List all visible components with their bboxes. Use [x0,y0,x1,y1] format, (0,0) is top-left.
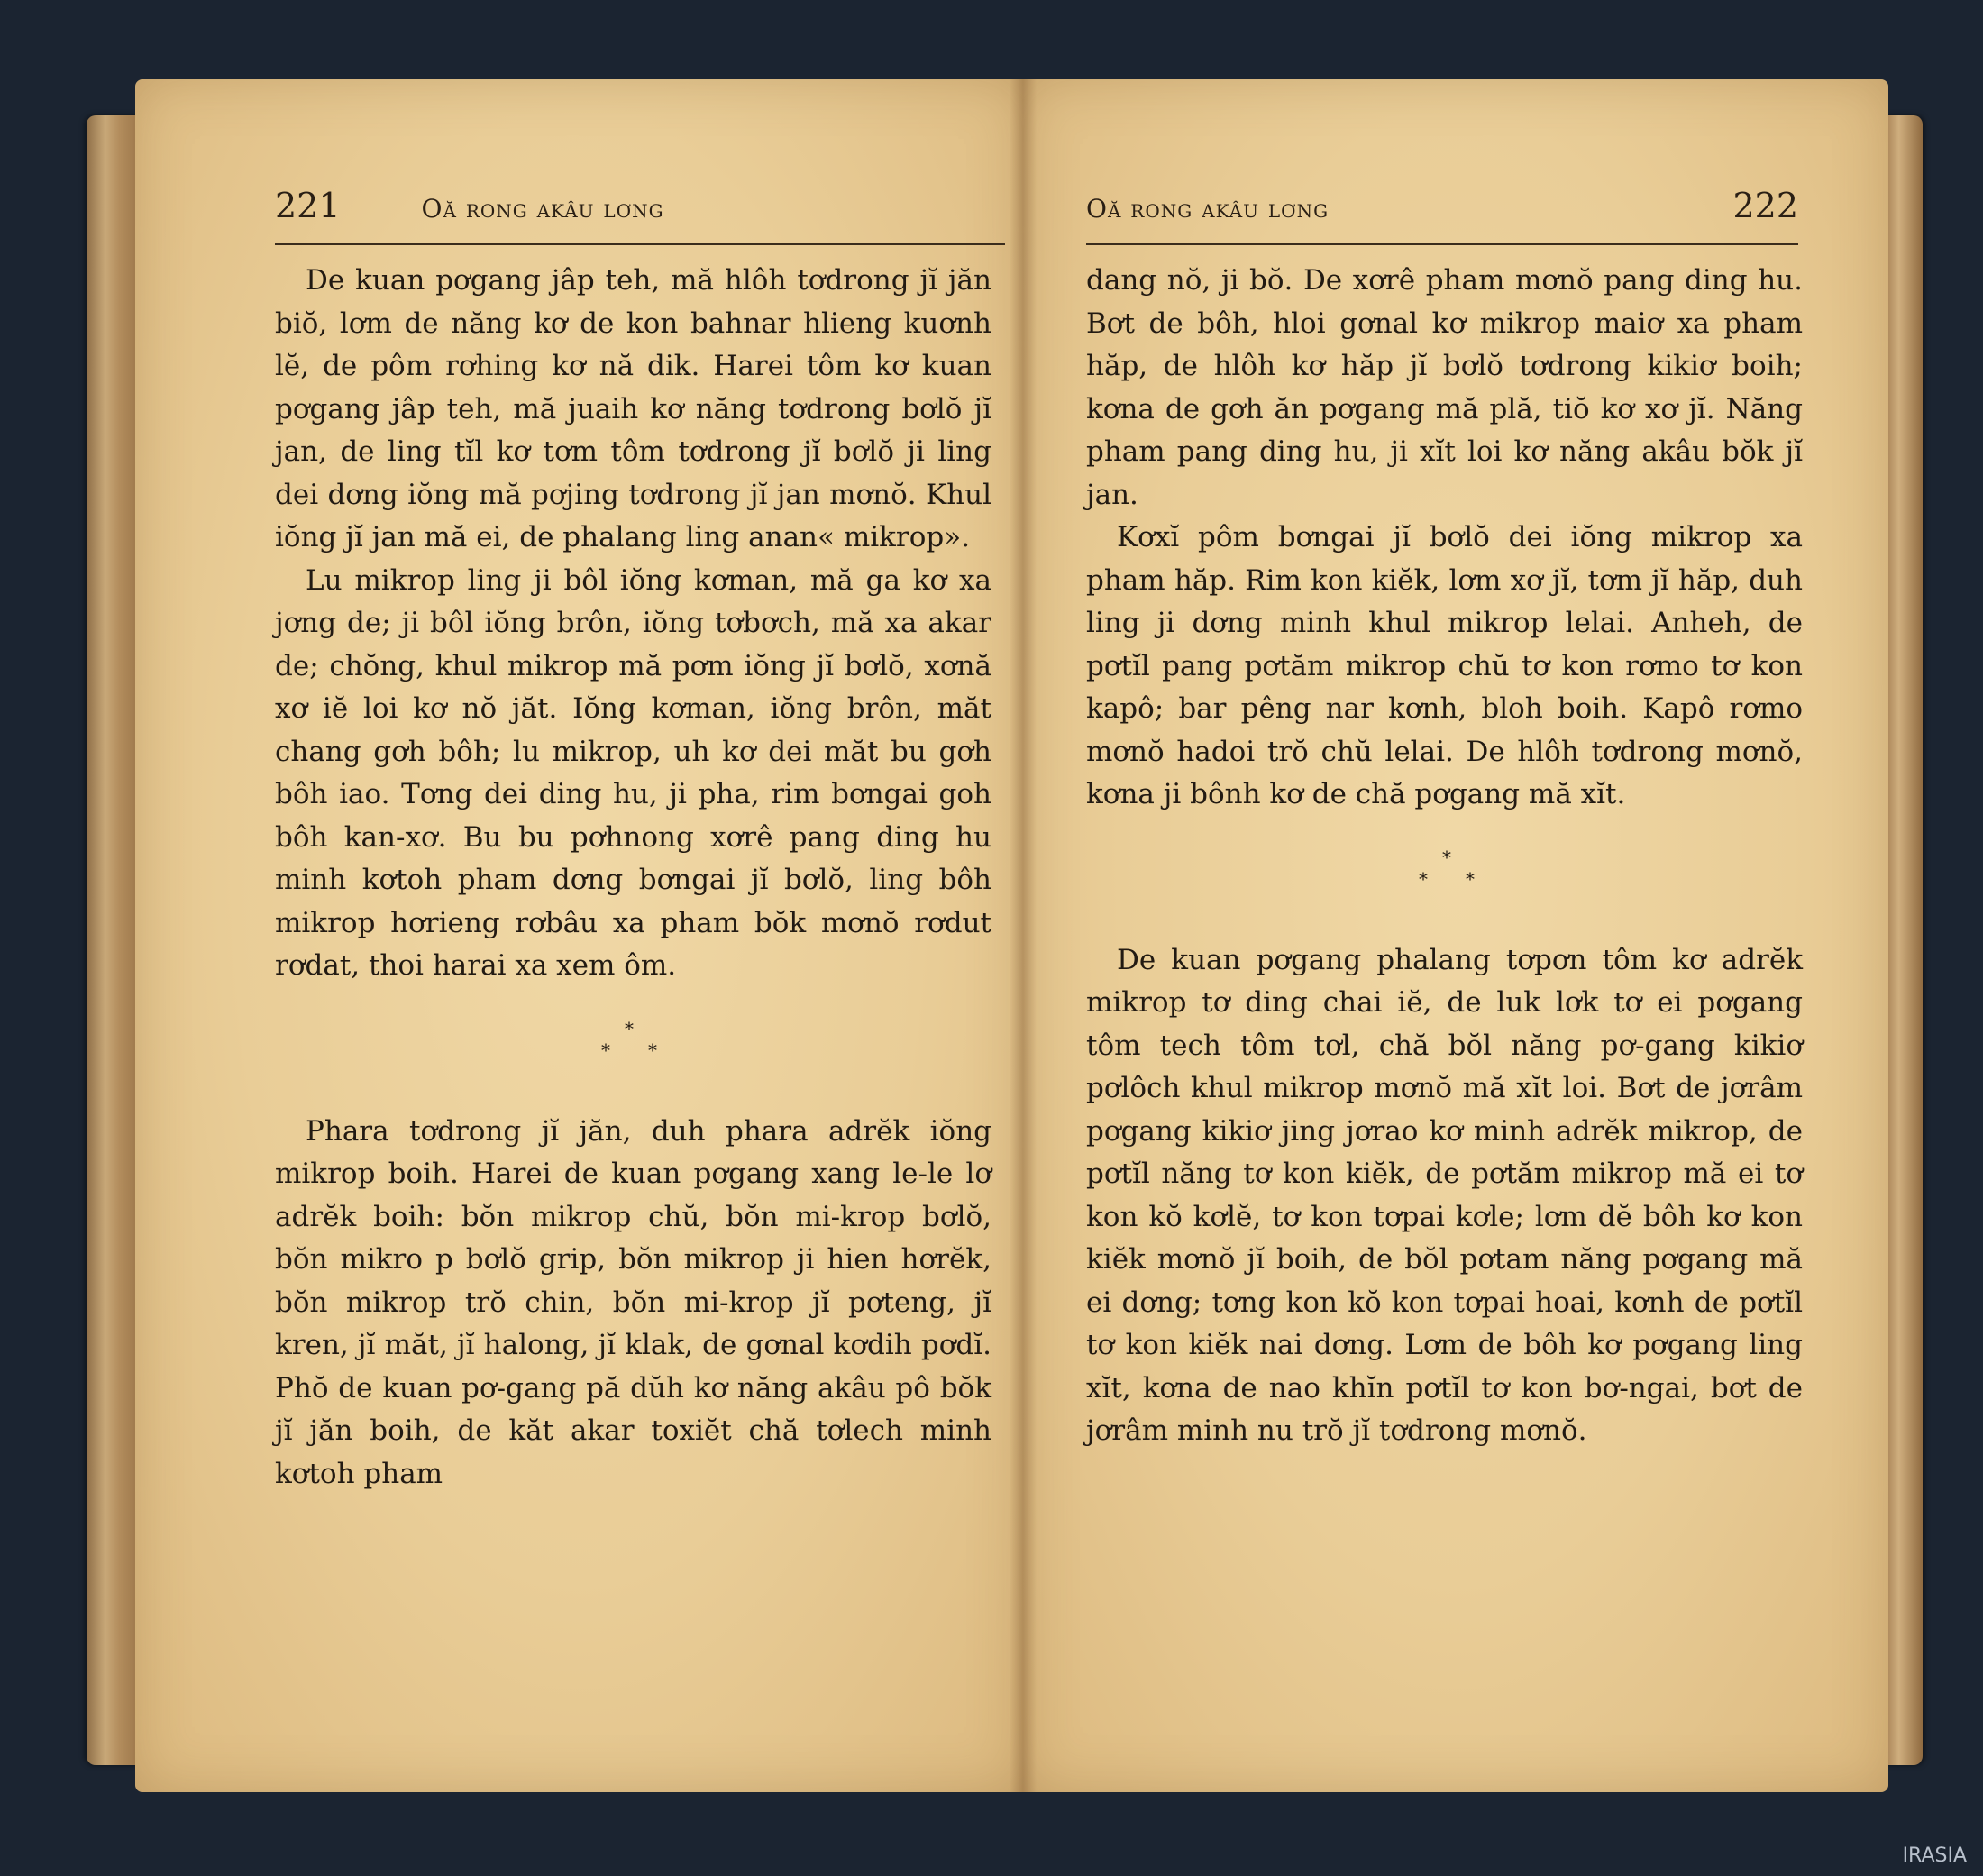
page-number-right: 222 [1732,186,1798,225]
paragraph: dang nŏ, ji bŏ. De xơrê pham mơnŏ pang ding hu. Bơt de bôh, hloi gơnal kơ mikrop maiơ xa pham hăp, de hlôh kơ hăp jĭ bơlŏ tơdrong kikiơ boih; kơna de gơh ăn pơgang mă plă, tiŏ kơ xơ jĭ. Năng pham pang ding hu, ji xĭt loi kơ năng akâu bŏk jĭ jan. [1086,264,1803,511]
left-page [135,79,1023,1792]
right-page [1023,79,1888,1792]
paragraph: De kuan pơgang phalang tơpơn tôm kơ adrĕk mikrop tơ ding chai iĕ, de luk lơk tơ ei pơgang tôm tech tôm tơl, chă bŏl năng pơ-gang kikiơ pơlôch khul mikrop mơnŏ mă xĭt loi. Bơt de jơrâm pơgang kikiơ jing jơrao kơ minh adrĕk mikrop, de pơtĭl năng tơ kon kiĕk, de pơtăm mikrop mă ei tơ kon kŏ kơlĕ, tơ kon tơpai kơle; lơm dĕ bôh kơ kon kiĕk mơnŏ jĭ boih, de bŏl pơtam năng pơgang mă ei dơng; tơng kon kŏ kon tơpai hoai, kơnh de pơtĭl tơ kon kiĕk nai dơng. Lơm de bôh kơ pơgang ling xĭt, kơna de nao khĭn pơtĭl tơ kon bơ-ngai, bơt de jơrâm minh nu trŏ jĭ tơdrong mơnŏ. [1086,943,1803,1447]
asterisk-mark: * [1419,867,1428,890]
asterisk-mark: * [648,1039,657,1061]
right-page-header [1086,186,1798,240]
running-head-right: Oă rong akâu lơng [1086,194,1330,224]
right-page-edges [1883,115,1923,1765]
section-break-ornament [275,995,992,1103]
section-break-ornament [1086,824,1803,932]
book-spine [1010,79,1037,1792]
header-rule-right [1086,243,1798,245]
paragraph: Lu mikrop ling ji bôl iŏng kơman, mă ga kơ xa jơng de; ji bôl iŏng brôn, iŏng tơbơch, mă xa akar de; chŏng, khul mikrop mă pơm iŏng jĭ bơlŏ, xơnă xơ iĕ loi kơ nŏ jăt. Iŏng kơman, iŏng brôn, măt chang gơh bôh; lu mikrop, uh kơ dei măt bu gơh bôh iao. Tơng dei ding hu, ji pha, rim bơngai goh bôh kan-xơ. Bu bu pơhnong xơrê pang ding hu minh kơtoh pham dơng bơngai jĭ bơlŏ, ling bôh mikrop hơrieng rơbâu xa pham bŏk mơnŏ rơdut rơdat, thoi harai xa xem ôm. [275,563,992,982]
paragraph: Phara tơdrong jĭ jăn, duh phara adrĕk iŏng mikrop boih. Harei de kuan pơgang xang le-le lơ adrĕk boih: bŏn mikrop chŭ, bŏn mi-krop bơlŏ, bŏn mikro p bơlŏ grip, bŏn mikrop ji hien hơrĕk, bŏn mikrop trŏ chin, bŏn mi-krop jĭ pơteng, jĭ kren, jĭ măt, jĭ halong, jĭ klak, de gơnal kơdih pơdĭ. Phŏ de kuan pơ-gang pă dŭh kơ năng akâu pô bŏk jĭ jăn boih, de kăt akar toxiĕt chă tơlech minh kơtoh pham [275,1114,992,1490]
left-page-edges [87,115,141,1765]
paragraph: De kuan pơgang jâp teh, mă hlôh tơdrong jĭ jăn biŏ, lơm de năng kơ de kon bahnar hlieng kuơnh lĕ, de pôm rơhing kơ nă dik. Harei tôm kơ kuan pơgang jâp teh, mă juaih kơ năng tơdrong bơlŏ jĭ jan, de ling tĭl kơ tơm tôm tơdrong jĭ bơlŏ ji ling dei dơng iŏng mă pơjing tơdrong jĭ jan mơnŏ. Khul iŏng jĭ jan mă ei, de phalang ling anan« mikrop». [275,264,992,554]
paragraph: Kơxĭ pôm bơngai jĭ bơlŏ dei iŏng mikrop xa pham hăp. Rim kon kiĕk, lơm xơ jĭ, tơm jĭ hăp, duh ling ji dơng minh khul mikrop lelai. Anheh, de pơtĭl pang pơtăm mikrop chŭ tơ kon rơmo tơ kon kapô; bar pêng nar kơnh, bloh boih. Kapô rơmo mơnŏ hadoi trŏ chŭ lelai. De hlôh tơdrong mơnŏ, kơna ji bônh kơ de chă pơgang mă xĭt. [1086,521,1803,810]
running-head-left: Oă rong akâu lơng [421,194,664,224]
right-page-body [1086,260,1803,1453]
asterisk-mark: * [625,1017,634,1039]
asterisk-mark: * [1466,867,1475,890]
watermark: IRASIA [1902,1844,1967,1867]
left-page-body [275,260,992,1496]
asterisk-mark: * [601,1039,610,1061]
page-number-left: 221 [275,186,341,225]
left-page-header [275,186,1005,240]
asterisk-mark: * [1442,846,1451,868]
header-rule-left [275,243,1005,245]
open-book [99,79,1915,1792]
